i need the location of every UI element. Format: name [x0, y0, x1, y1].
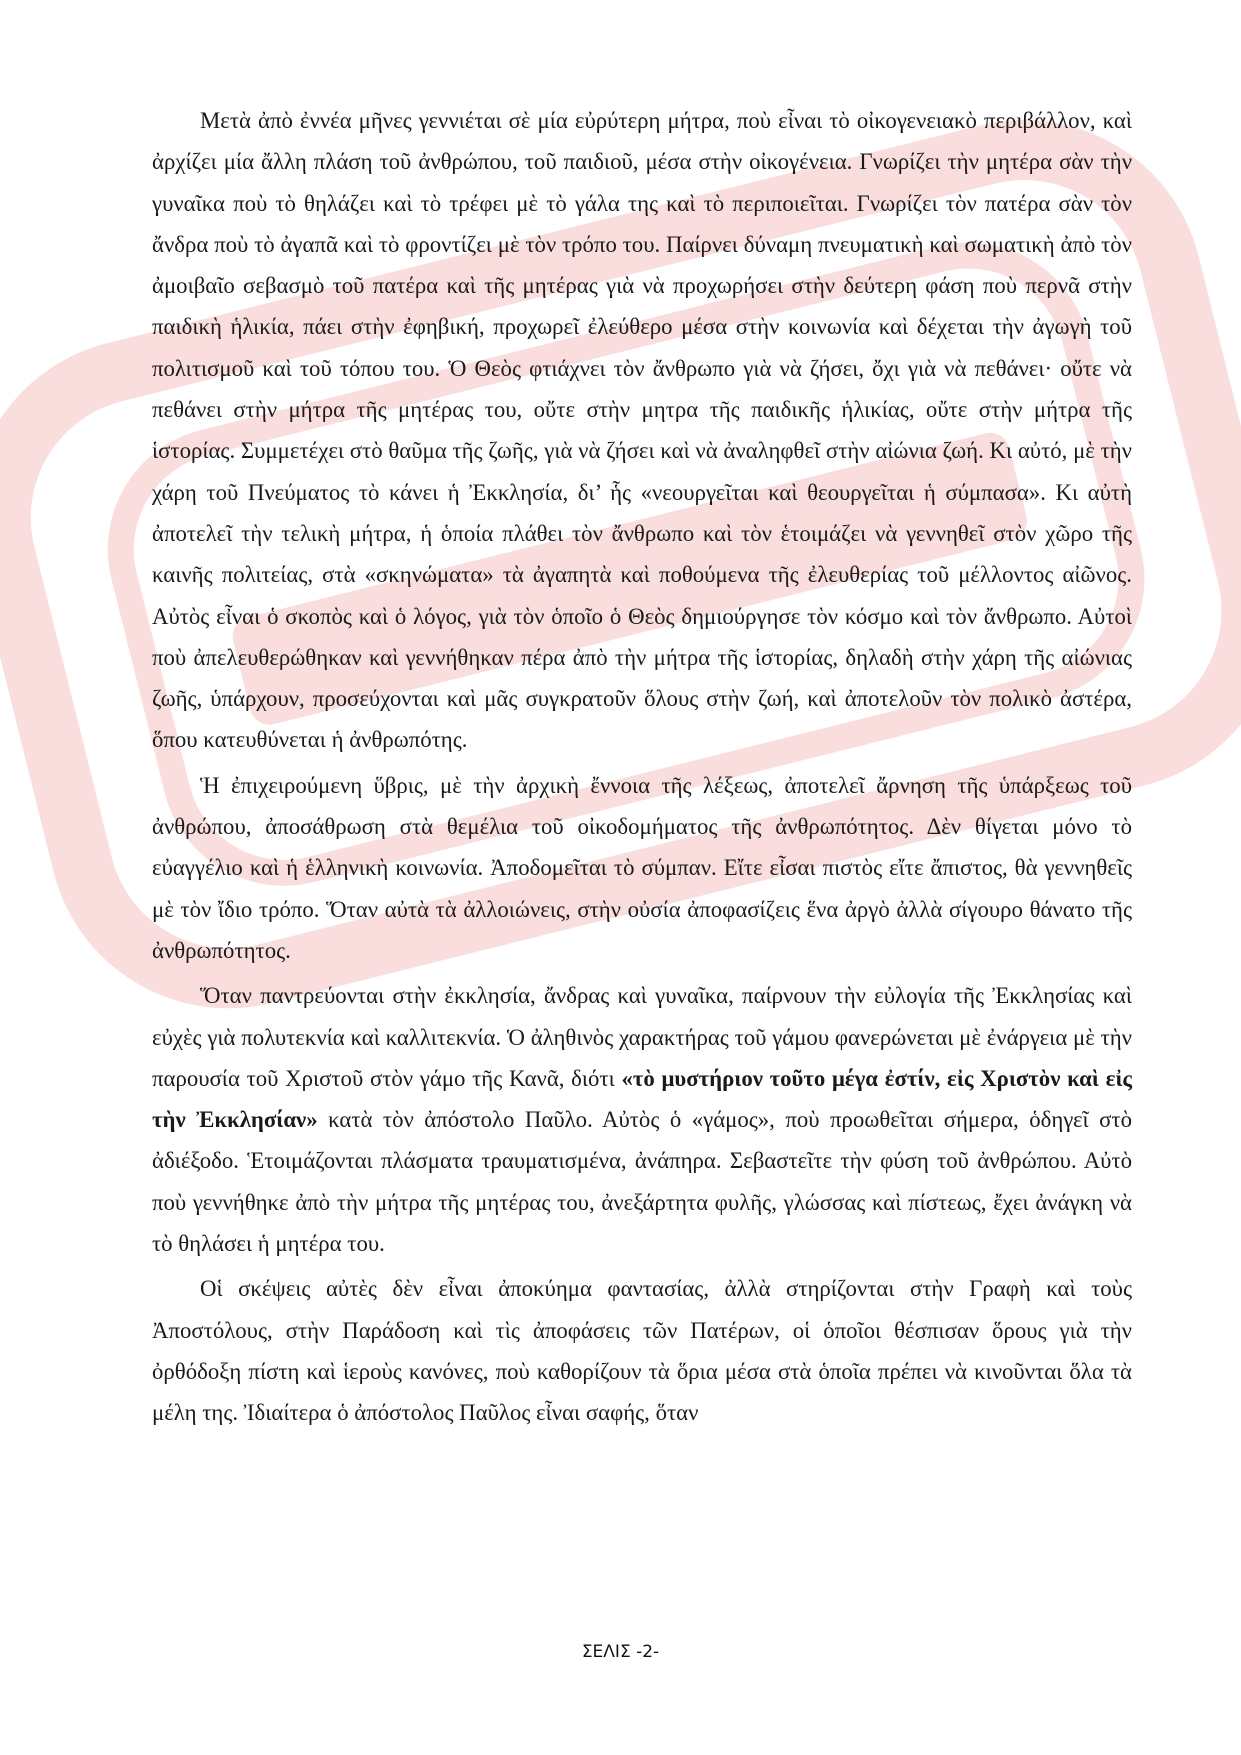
paragraph — [152, 765, 1132, 971]
document-body — [152, 100, 1132, 1438]
paragraph — [152, 1268, 1132, 1433]
text-run: Ὅταν παντρεύονται στὴν ἐκκλησία, ἄνδρας καὶ γυναῖκα, παίρνουν τὴν εὐλογία τῆς Ἐκκλησίας καὶ εὐχὲς γιὰ πολυτεκνία καὶ καλλιτεκνία. Ὁ ἀληθινὸς χαρακτήρας τοῦ γάμου φανερώνεται μὲ ἐνάργεια μὲ τὴν παρουσία τοῦ Χριστοῦ στὸν γάμο τῆς Κανᾶ, διότι — [152, 983, 1132, 1091]
bold-quote: «τὸ μυστήριον τοῦτο μέγα ἐστίν, εἰς Χριστὸν καὶ εἰς τὴν Ἐκκλησίαν» — [152, 1065, 1132, 1133]
paragraph — [152, 100, 1132, 761]
page-number-footer: ΣΕΛΙΣ -2- — [581, 1642, 660, 1662]
paragraph — [152, 975, 1132, 1264]
text-run: κατὰ τὸν ἀπόστολο Παῦλο. Αὐτὸς ὁ «γάμος», ποὺ προωθεῖται σήμερα, ὁδηγεῖ στὸ ἀδιέξοδο. Ἑτοιμάζονται πλάσματα τραυματισμένα, ἀνάπηρα. Σεβαστεῖτε τὴν φύση τοῦ ἀνθρώπου. Αὐτὸ ποὺ γεννήθηκε ἀπὸ τὴν μήτρα τῆς μητέρας του, ἀνεξάρτητα φυλῆς, γλώσσας καὶ πίστεως, ἔχει ἀνάγκη νὰ τὸ θηλάσει ἡ μητέρα του. — [152, 1107, 1132, 1257]
text-run: Ἡ ἐπιχειρούμενη ὕβρις, μὲ τὴν ἀρχικὴ ἔννοια τῆς λέξεως, ἀποτελεῖ ἄρνηση τῆς ὑπάρξεως τοῦ ἀνθρώπου, ἀποσάθρωση στὰ θεμέλια τοῦ οἰκοδομήματος τῆς ἀνθρωπότητος. Δὲν θίγεται μόνο τὸ εὐαγγέλιο καὶ ἡ ἑλληνικὴ κοινωνία. Ἀποδομεῖται τὸ σύμπαν. Εἴτε εἶσαι πιστὸς εἴτε ἄπιστος, θὰ γεννηθεῖς μὲ τὸν ἴδιο τρόπο. Ὅταν αὐτὰ τὰ ἀλλοιώνεις, στὴν οὐσία ἀποφασίζεις ἕνα ἀργὸ ἀλλὰ σίγουρο θάνατο τῆς ἀνθρωπότητος. — [152, 772, 1132, 963]
text-run: Οἱ σκέψεις αὐτὲς δὲν εἶναι ἀποκύημα φαντασίας, ἀλλὰ στηρίζονται στὴν Γραφὴ καὶ τοὺς Ἀποστόλους, στὴν Παράδοση καὶ τὶς ἀποφάσεις τῶν Πατέρων, οἱ ὁποῖοι θέσπισαν ὅρους γιὰ τὴν ὀρθόδοξη πίστη καὶ ἱεροὺς κανόνες, ποὺ καθορίζουν τὰ ὅρια μέσα στὰ ὁποῖα πρέπει νὰ κινοῦνται ὅλα τὰ μέλη της. Ἰδιαίτερα ὁ ἀπόστολος Παῦλος εἶναι σαφής, ὅταν — [152, 1276, 1132, 1426]
text-run: Μετὰ ἀπὸ ἐννέα μῆνες γεννιέται σὲ μία εὐρύτερη μήτρα, ποὺ εἶναι τὸ οἰκογενειακὸ περιβάλλον, καὶ ἀρχίζει μία ἄλλη πλάση τοῦ ἀνθρώπου, τοῦ παιδιοῦ, μέσα στὴν οἰκογένεια. Γνωρίζει τὴν μητέρα σὰν τὴν γυναῖκα ποὺ τὸ θηλάζει καὶ τὸ τρέφει μὲ τὸ γάλα της καὶ τὸ περιποιεῖται. Γνωρίζει τὸν πατέρα σὰν τὸν ἄνδρα ποὺ τὸ ἀγαπᾶ καὶ τὸ φροντίζει μὲ τὸν τρόπο του. Παίρνει δύναμη πνευματικὴ καὶ σωματικὴ ἀπὸ τὸν ἀμοιβαῖο σεβασμὸ τοῦ πατέρα καὶ τῆς μητέρας γιὰ νὰ προχωρήσει στὴν δεύτερη φάση ποὺ περνᾶ στὴν παιδικὴ ἡλικία, πάει στὴν ἐφηβική, προχωρεῖ ἐλεύθερο μέσα στὴν κοινωνία καὶ δέχεται τὴν ἀγωγὴ τοῦ πολιτισμοῦ καὶ τοῦ τόπου του. Ὁ Θεὸς φτιάχνει τὸν ἄνθρωπο γιὰ νὰ ζήσει, ὄχι γιὰ νὰ πεθάνει· οὔτε νὰ πεθάνει στὴν μήτρα τῆς μητέρας του, οὔτε στὴν μητρα τῆς παιδικῆς ἡλικίας, οὔτε στὴν μήτρα τῆς ἱστορίας. Συμμετέχει στὸ θαῦμα τῆς ζωῆς, γιὰ νὰ ζήσει καὶ νὰ ἀναληφθεῖ στὴν αἰώνια ζωή. Κι αὐτό, μὲ τὴν χάρη τοῦ Πνεύματος τὸ κάνει ἡ Ἐκκλησία, δι’ ἧς «νεουργεῖται καὶ θεουργεῖται ἡ σύμπασα». Κι αὐτὴ ἀποτελεῖ τὴν τελικὴ μήτρα, ἡ ὁποία πλάθει τὸν ἄνθρωπο καὶ τὸν ἑτοιμάζει νὰ γεννηθεῖ στὸν χῶρο τῆς καινῆς πολιτείας, στὰ «σκηνώματα» τὰ ἀγαπητὰ καὶ ποθούμενα τῆς ἐλευθερίας τοῦ μέλλοντος αἰῶνος. Αὐτὸς εἶναι ὁ σκοπὸς καὶ ὁ λόγος, γιὰ τὸν ὁποῖο ὁ Θεὸς δημιούργησε τὸν κόσμο καὶ τὸν ἄνθρωπο. Αὐτοὶ ποὺ ἀπελευθερώθηκαν καὶ γεννήθηκαν πέρα ἀπὸ τὴν μήτρα τῆς ἱστορίας, δηλαδὴ στὴν χάρη τῆς αἰώνιας ζωῆς, ὑπάρχουν, προσεύχονται καὶ μᾶς συγκρατοῦν ὅλους στὴν ζωή, καὶ ἀποτελοῦν τὸν πολικὸ ἀστέρα, ὅπου κατευθύνεται ἡ ἀνθρωπότης. — [152, 108, 1132, 753]
